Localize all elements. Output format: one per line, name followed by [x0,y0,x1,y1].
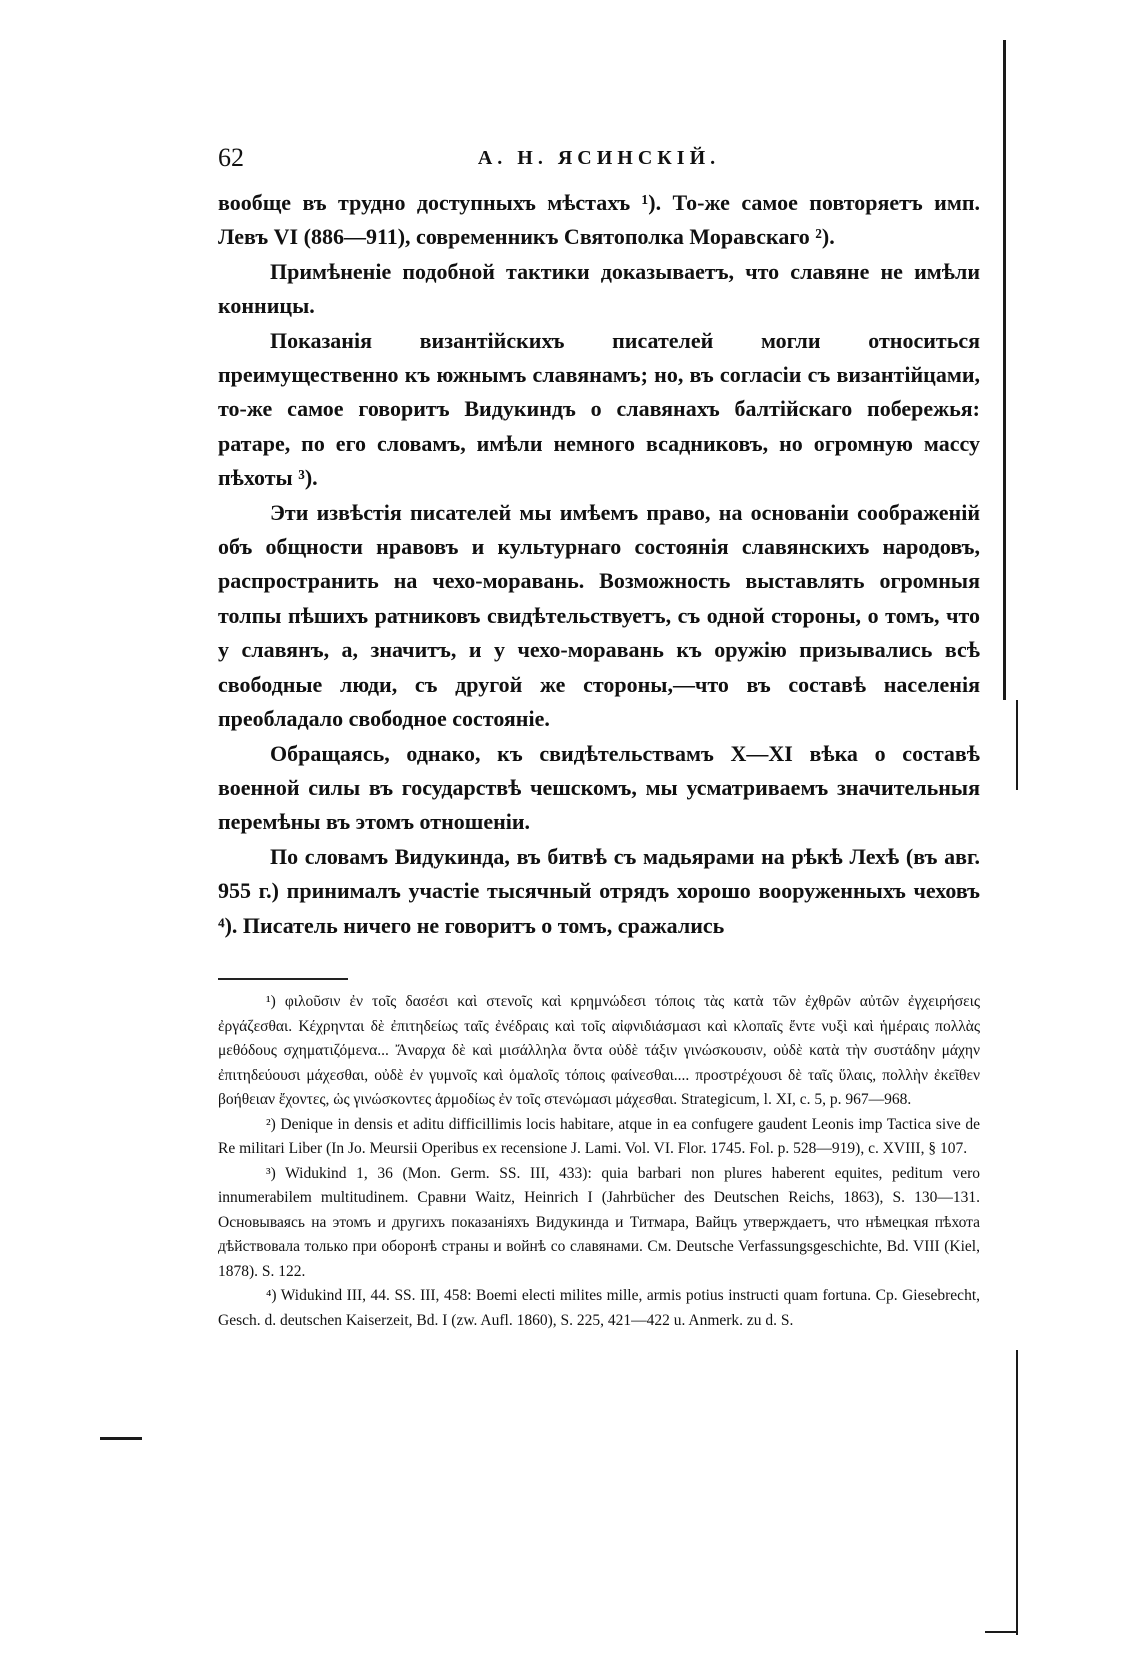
footnote: ²) Denique in densis et aditu difficillimis locis habitare, atque in ea confugere gaudent Leonis imp Tactica sive de Re militari Liber (In Jo. Meursii Operibus ex recensione J. Lami. Vol. VI. Flor. 1745. Fol. p. 528—919), c. XVIII, § 107. [218,1115,980,1157]
page-header [218,143,980,183]
paragraph: Показанія византійскихъ писателей могли относиться преимущественно къ южнымъ славянамъ; но, въ согласіи съ византійцами, то-же самое говоритъ Видукиндъ о славянахъ балтійскаго побережья: ратаре, по его словамъ, имѣли немного всадниковъ, но огромную массу пѣхоты ³). [218,327,980,491]
footnote-separator [218,978,348,980]
paragraph: вообще въ трудно доступныхъ мѣстахъ ¹). То-же самое повторяетъ имп. Левъ VI (886—911), современникъ Святополка Моравскаго ²). [218,190,980,250]
scan-edge-line [1003,40,1006,700]
body-text [218,186,980,943]
scan-edge-line-bottom [1016,1350,1018,1635]
scan-edge-mark-left [100,1437,142,1440]
footnote: ⁴) Widukind III, 44. SS. III, 458: Boemi electi milites mille, armis potius instructi quam fortuna. Ср. Giesebrecht, Gesch. d. deutschen Kaiserzeit, Bd. I (zw. Aufl. 1860), S. 225, 421—422 u. Anmerk. zu d. S. [218,1287,980,1329]
page-number: 62 [218,143,244,172]
paragraph: Примѣненіе подобной тактики доказываетъ, что славяне не имѣли конницы. [218,258,980,319]
paragraph: Эти извѣстія писателей мы имѣемъ право, на основаніи соображеній объ общности нравовъ и культурнаго состоянія славянскихъ народовъ, распространить на чехо-моравань. Возможность выставлять огромныя толпы пѣшихъ ратниковъ свидѣтельствуетъ, съ одной стороны, о томъ, что у славянъ, а, значитъ, и у чехо-моравань къ оружію призывались всѣ свободные люди, съ другой же стороны,—что въ составѣ населенія преобладало свободное состояніе. [218,499,980,732]
scan-edge-mark-right [985,1631,1018,1633]
footnote: ³) Widukind 1, 36 (Mon. Germ. SS. III, 433): quia barbari non plures haberent equites, peditum vero innumerabilem multitudinem. Сравни Waitz, Heinrich I (Jahrbücher des Deutschen Reichs, 1863), S. 130—131. Основываясь на этомъ и другихъ показаніяхъ Видукинда и Титмара, Вайцъ утверждаетъ, что нѣмецкая пѣхота дѣйствовала только при оборонѣ страны и войнѣ со славянами. См. Deutsche Verfassungsgeschichte, Bd. VIII (Kiel, 1878). S. 122. [218,1164,980,1280]
running-head: А. Н. ЯСИНСКІЙ. [477,147,721,169]
paragraph: Обращаясь, однако, къ свидѣтельствамъ X—XI вѣка о составѣ военной силы въ государствѣ чешскомъ, мы усматриваемъ значительныя перемѣны въ этомъ отношеніи. [218,740,980,835]
footnotes [218,990,980,1333]
footnote: ¹) φιλοῦσιν ἐν τοῖς δασέσι καὶ στενοῖς καὶ κρημνώδεσι τόποις τὰς κατὰ τῶν ἐχθρῶν αὐτῶν ἐγχειρήσεις ἐργάζεσθαι. Κέχρηνται δὲ ἐπιτηδείως ταῖς ἐνέδραις καὶ τοῖς αἰφνιδιάσμασι καὶ κλοπαῖς ἔντε νυξὶ καὶ ἡμέραις πολλὰς μεθόδους σχηματιζόμενα... Ἄναρχα δὲ καὶ μισάλληλα ὄντα οὐδὲ τάξιν γινώσκουσιν, οὐδὲ κατὰ τὴν συστάδην μάχην ἐπιτηδεύουσι μάχεσθαι, οὐδὲ ἐν γυμνοῖς καὶ ὁμαλοῖς τόποις φαίνεσθαι.... προστρέχουσι δὲ ταῖς ὕλαις, πολλὴν ἐκεῖθεν βοήθειαν ἔχοντες, ὡς γινώσκοντες ἁρμοδίως ἐν τοῖς στενώμασι μάχεσθαι. Strategicum, l. XI, c. 5, p. 967—968. [218,993,980,1108]
paragraph: По словамъ Видукинда, въ битвѣ съ мадьярами на рѣкѣ Лехѣ (въ авг. 955 г.) принималъ участіе тысячный отрядъ хорошо вооруженныхъ чеховъ ⁴). Писатель ничего не говоритъ о томъ, сражались [218,843,980,938]
scan-edge-line-lower [1016,700,1018,790]
